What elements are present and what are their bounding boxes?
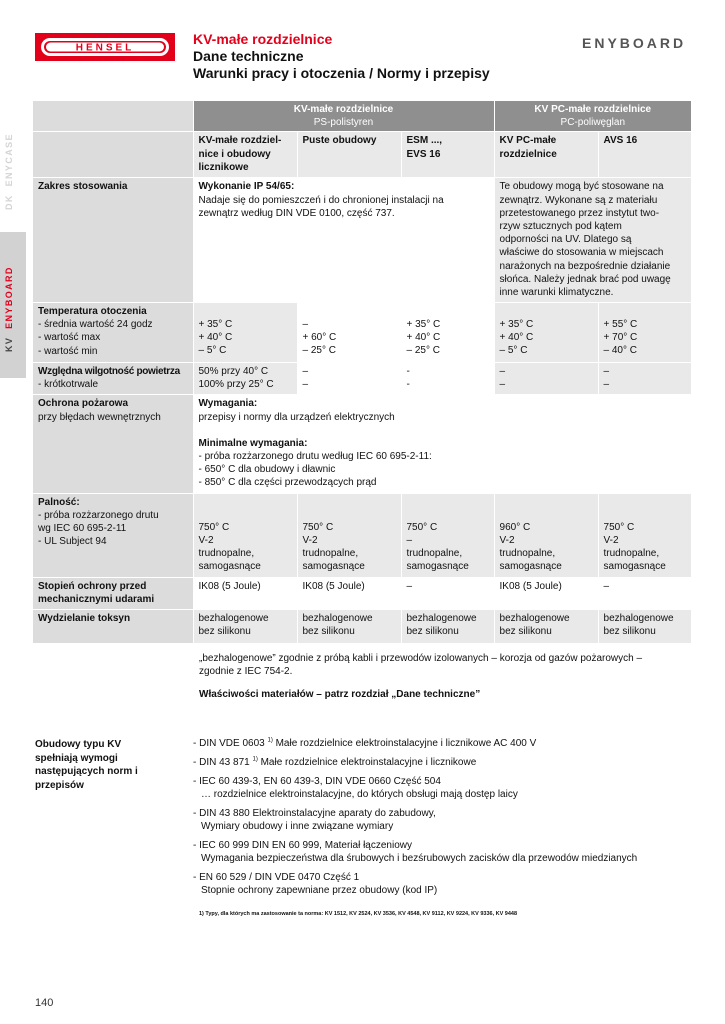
table-cell	[193, 178, 494, 303]
table-row	[33, 493, 691, 577]
table-cell: IK08 (5 Joule)	[494, 577, 598, 609]
brand-logo: ENYBOARD	[582, 35, 687, 51]
column-header-blank	[33, 132, 193, 178]
norm-text: Małe rozdzielnice elektroinstalacyjne i licznikowe	[257, 757, 477, 768]
footnote: 1) Typy, dla których ma zastosowanie ta norma: KV 1512, KV 2524, KV 3536, KV 4548, KV 9112, KV 9224, KV 9336, KV 9448	[199, 911, 518, 917]
page-subtitle-2: Warunki pracy i otoczenia / Normy i przepisy	[193, 65, 490, 81]
group-header-pc-title: KV PC-małe rozdzielnice	[534, 104, 652, 115]
group-header-pc-material: PC-poliwęglan	[560, 117, 626, 129]
table-cell: bezhalogenowe bez silikonu	[193, 609, 297, 643]
row-label-sub: - próba rozżarzonego drutu wg IEC 60 695-2-11 - UL Subject 94	[38, 509, 159, 548]
group-header-row	[33, 101, 691, 132]
cell-value: + 35° C + 40° C – 5° C	[499, 319, 534, 357]
table-cell: bezhalogenowe bez silikonu	[401, 609, 494, 643]
norm-footnote-ref: 1)	[267, 737, 273, 744]
spec-table	[33, 100, 691, 643]
norm-text-line2: Wymagania bezpieczeństwa dla śrubowych i bezśrubowych zacisków dla przewodów miedzianych	[201, 853, 638, 864]
row-label	[33, 363, 193, 395]
table-cell: bezhalogenowe bez silikonu	[494, 609, 598, 643]
side-tab-kv-prefix: KV	[4, 336, 14, 352]
table-row	[33, 609, 691, 643]
list-item	[193, 871, 693, 897]
note-text: „bezhalogenowe” zgodnie z próbą kabli i przewodów izolowanych – korozja od gazów pożarowych – zgodnie z IEC 754-2.	[199, 653, 643, 678]
row-label	[33, 395, 193, 493]
table-cell	[598, 493, 691, 577]
table-cell: 50% przy 40° C 100% przy 25° C	[193, 363, 297, 395]
table-cell	[494, 303, 598, 363]
table-cell	[193, 395, 691, 493]
table-row	[33, 363, 691, 395]
row-label-sub: - krótkotrwale	[38, 379, 99, 391]
row-label-title: Temperatura otoczenia	[38, 306, 147, 318]
table-row	[33, 577, 691, 609]
table-cell	[401, 493, 494, 577]
norm-text-line2: Wymiary obudowy i inne związane wymiary	[201, 821, 394, 832]
list-item	[193, 756, 693, 769]
header-blank	[33, 101, 193, 132]
row-label: Wydzielanie toksyn	[33, 609, 193, 643]
side-tab-dk[interactable]	[0, 120, 26, 216]
row-label-title: Ochrona pożarowa	[38, 398, 129, 410]
table-cell: Te obudowy mogą być stosowane na zewnątrz. Wykonane są z materiału przetestowanego przez instytut two- rzyw sztucznych pod kątem odporności na UV. Dlatego są właściwe do stosowania w miejscach narażonych na bezpośrednie działanie słońca. Należy jednak brać pod uwagę inne warunki klimatyczne.	[494, 178, 691, 303]
title-block	[193, 31, 490, 82]
norms-label: Obudowy typu KV spełniają wymogi następujących norm i przepisów	[35, 739, 138, 791]
norm-text-line2: Stopnie ochrony zapewniane przez obudowy (kod IP)	[201, 885, 438, 896]
norm-text: - EN 60 529 / DIN VDE 0470 Część 1	[193, 872, 360, 883]
cell-heading: Minimalne wymagania:	[198, 437, 308, 449]
row-label-sub: - średnia wartość 24 godz - wartość max - wartość min	[38, 319, 153, 357]
cell-value: + 55° C + 70° C – 40° C	[603, 319, 638, 357]
norm-footnote-ref: 1)	[252, 756, 258, 763]
table-cell	[297, 303, 401, 363]
norm-text: - IEC 60 999 DIN EN 60 999, Materiał łączeniowy	[193, 840, 412, 851]
table-cell	[401, 303, 494, 363]
table-cell: bezhalogenowe bez silikonu	[297, 609, 401, 643]
table-cell: – –	[494, 363, 598, 395]
norm-text: - IEC 60 439-3, EN 60 439-3, DIN VDE 0660 Część 504	[193, 776, 441, 787]
table-cell	[297, 493, 401, 577]
group-header-ps	[193, 101, 494, 132]
page-subtitle: Dane techniczne	[193, 48, 304, 64]
norm-text: - DIN 43 880 Elektroinstalacyjne aparaty do zabudowy,	[193, 808, 436, 819]
norm-text: Małe rozdzielnice elektroinstalacyjne i licznikowe AC 400 V	[272, 738, 537, 749]
cell-heading: Wykonanie IP 54/65:	[198, 181, 295, 193]
list-item	[193, 807, 693, 833]
page-title: KV-małe rozdzielnice	[193, 31, 333, 47]
page-number: 140	[35, 997, 54, 1009]
cell-value: 750° C V-2 trudnopalne, samogasnące	[302, 521, 365, 573]
row-label	[33, 303, 193, 363]
group-header-pc	[494, 101, 691, 132]
table-cell: IK08 (5 Joule)	[193, 577, 297, 609]
row-label: Stopień ochrony przed mechanicznymi udarami	[33, 577, 193, 609]
cell-text: - próba rozżarzonego drutu według IEC 60 695-2-11: - 650° C dla obudowy i dławnic - 850° C dla części przewodzących prąd	[198, 451, 432, 489]
cell-value: 750° C V-2 trudnopalne, samogasnące	[198, 521, 261, 573]
column-header-row	[33, 132, 691, 178]
table-cell: - -	[401, 363, 494, 395]
side-tab-kv[interactable]	[0, 232, 26, 378]
hensel-logo-graphic	[35, 33, 175, 61]
column-header: KV-małe rozdziel- nice i obudowy licznikowe	[193, 132, 297, 178]
table-cell	[598, 303, 691, 363]
table-cell	[193, 493, 297, 577]
table-row	[33, 303, 691, 363]
note-block	[199, 652, 689, 712]
table-cell	[193, 303, 297, 363]
cell-value: 750° C – trudnopalne, samogasnące	[406, 521, 469, 573]
column-header: ESM ..., EVS 16	[401, 132, 494, 178]
cell-value: + 35° C + 40° C – 5° C	[198, 319, 233, 357]
norm-text-line2: … rozdzielnice elektroinstalacyjne, do których obsługi mają dostęp laicy	[201, 789, 518, 800]
norm-text: - DIN VDE 0603	[193, 738, 268, 749]
column-header: AVS 16	[598, 132, 691, 178]
list-item	[193, 775, 693, 801]
row-label-title: Względna wilgotność powietrza	[38, 366, 180, 378]
cell-value: + 35° C + 40° C – 25° C	[406, 319, 441, 357]
row-label	[33, 493, 193, 577]
norms-list	[193, 737, 693, 903]
table-cell: bezhalogenowe bez silikonu	[598, 609, 691, 643]
logo-text: HENSEL	[75, 42, 135, 54]
table-cell: – –	[297, 363, 401, 395]
group-header-ps-title: KV-małe rozdzielnice	[293, 104, 394, 115]
cell-value: 960° C V-2 trudnopalne, samogasnące	[499, 521, 562, 573]
list-item	[193, 839, 693, 865]
column-header: Puste obudowy	[297, 132, 401, 178]
list-item	[193, 737, 693, 750]
cell-heading: Wymagania:	[198, 398, 258, 410]
cell-value: – + 60° C – 25° C	[302, 319, 337, 357]
column-header: KV PC-małe rozdzielnice	[494, 132, 598, 178]
group-header-ps-material: PS-polistyren	[313, 117, 374, 129]
table-cell: – –	[598, 363, 691, 395]
side-tab-kv-name: ENYBOARD	[4, 266, 14, 329]
side-tab-dk-name: ENYCASE	[4, 133, 14, 187]
table-row	[33, 178, 691, 303]
row-label-sub: przy błędach wewnętrznych	[38, 411, 161, 423]
table-cell: –	[401, 577, 494, 609]
row-label: Zakres stosowania	[33, 178, 193, 303]
side-tab-dk-prefix: DK	[4, 194, 14, 210]
row-label-title: Palność:	[38, 496, 80, 508]
table-cell	[494, 493, 598, 577]
table-cell: IK08 (5 Joule)	[297, 577, 401, 609]
cell-value: 750° C V-2 trudnopalne, samogasnące	[603, 521, 666, 573]
hensel-logo	[35, 33, 175, 61]
cell-text: Nadaje się do pomieszczeń i do chronionej instalacji na zewnątrz według DIN VDE 0100, część 737.	[198, 194, 444, 219]
table-row	[33, 395, 691, 493]
table-cell: –	[598, 577, 691, 609]
cell-text: przepisy i normy dla urządzeń elektrycznych	[198, 411, 395, 423]
norm-text: - DIN 43 871	[193, 757, 253, 768]
materials-note: Właściwości materiałów – patrz rozdział „Dane techniczne”	[199, 689, 481, 701]
